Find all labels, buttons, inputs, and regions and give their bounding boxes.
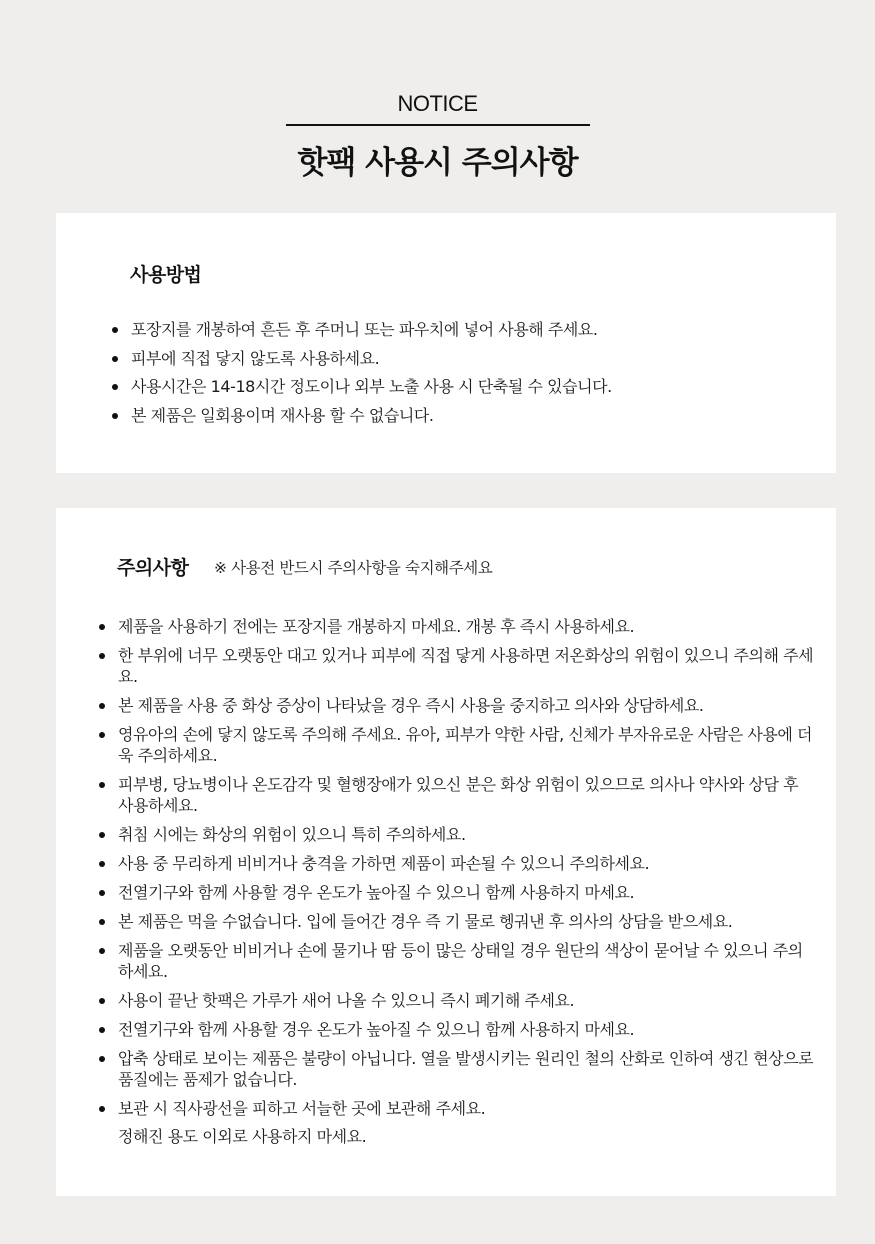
caution-item [97, 645, 817, 687]
notice-label: NOTICE [397, 91, 478, 116]
bullet-icon [99, 1027, 105, 1033]
caution-item [97, 616, 817, 637]
usage-item [110, 348, 810, 369]
usage-section-title: 사용방법 [130, 264, 202, 286]
caution-item-text: 제품을 오랫동안 비비거나 손에 물기나 땀 등이 많은 상태일 경우 원단의 색상이 묻어날 수 있으니 주의하세요. [118, 941, 803, 981]
caution-tail-text: 정해진 용도 이외로 사용하지 마세요. [118, 1127, 367, 1146]
bullet-icon [99, 948, 105, 954]
bullet-icon [99, 1106, 105, 1112]
usage-item-text: 피부에 직접 닿지 않도록 사용하세요. [131, 348, 380, 368]
usage-list [110, 319, 810, 433]
caution-item-text: 한 부위에 너무 오랫동안 대고 있거나 피부에 직접 닿게 사용하면 저온화상의 위험이 있으니 주의해 주세요. [118, 646, 814, 686]
caution-item [97, 724, 817, 766]
caution-item-text: 보관 시 직사광선을 피하고 서늘한 곳에 보관해 주세요. [118, 1099, 486, 1118]
caution-item-text: 제품을 사용하기 전에는 포장지를 개봉하지 마세요. 개봉 후 즉시 사용하세요. [118, 617, 635, 636]
caution-item-text: 사용이 끝난 핫팩은 가루가 새어 나올 수 있으니 즉시 폐기해 주세요. [118, 991, 575, 1010]
bullet-icon [99, 832, 105, 838]
bullet-icon [112, 356, 118, 362]
bullet-icon [112, 327, 118, 333]
usage-item [110, 405, 810, 426]
caution-item [97, 940, 817, 982]
caution-item-text: 전열기구와 함께 사용할 경우 온도가 높아질 수 있으니 함께 사용하지 마세요. [118, 883, 635, 902]
caution-item [97, 1019, 817, 1040]
caution-item-text: 취침 시에는 화상의 위험이 있으니 특히 주의하세요. [118, 825, 466, 844]
caution-item-text: 영유아의 손에 닿지 않도록 주의해 주세요. 유아, 피부가 약한 사람, 신체가 부자유로운 사람은 사용에 더욱 주의하세요. [118, 725, 813, 765]
caution-item [97, 882, 817, 903]
caution-item [97, 911, 817, 932]
bullet-icon [99, 732, 105, 738]
bullet-icon [99, 703, 105, 709]
caution-item-text: 전열기구와 함께 사용할 경우 온도가 높아질 수 있으니 함께 사용하지 마세요. [118, 1020, 635, 1039]
usage-item-text: 포장지를 개봉하여 흔든 후 주머니 또는 파우치에 넣어 사용해 주세요. [131, 320, 598, 339]
bullet-icon [99, 1056, 105, 1062]
bullet-icon [99, 624, 105, 630]
caution-item [97, 695, 817, 716]
caution-item-text: 압축 상태로 보이는 제품은 불량이 아닙니다. 열을 발생시키는 원리인 철의 산화로 인하여 생긴 현상으로 품질에는 품제가 없습니다. [118, 1049, 814, 1089]
caution-note: ※ 사용전 반드시 주의사항을 숙지해주세요 [214, 559, 493, 577]
caution-item-text: 본 제품은 먹을 수없습니다. 입에 들어간 경우 즉 기 물로 헹궈낸 후 의사의 상담을 받으세요. [118, 912, 733, 931]
page-title: 핫팩 사용시 주의사항 [297, 145, 578, 181]
bullet-icon [99, 890, 105, 896]
bullet-icon [99, 653, 105, 659]
bullet-icon [99, 782, 105, 788]
caution-item [97, 1098, 817, 1119]
usage-item-text: 사용시간은 14-18시간 정도이나 외부 노출 사용 시 단축될 수 있습니다. [131, 377, 612, 396]
usage-item-text: 본 제품은 일회용이며 재사용 할 수 없습니다. [131, 405, 434, 425]
bullet-icon [99, 861, 105, 867]
header-divider [286, 124, 590, 126]
usage-card [56, 213, 836, 473]
bullet-icon [99, 919, 105, 925]
caution-section-title: 주의사항 [117, 557, 189, 579]
caution-item [97, 853, 817, 874]
caution-item-text: 사용 중 무리하게 비비거나 충격을 가하면 제품이 파손될 수 있으니 주의하세요. [118, 854, 650, 873]
usage-item [110, 376, 810, 397]
caution-item [97, 774, 817, 816]
caution-item-text: 본 제품을 사용 중 화상 증상이 나타났을 경우 즉시 사용을 중지하고 의사와 상담하세요. [118, 696, 704, 715]
usage-item [110, 319, 810, 340]
bullet-icon [99, 998, 105, 1004]
caution-item [97, 824, 817, 845]
bullet-icon [112, 384, 118, 390]
caution-list [97, 616, 817, 1127]
bullet-icon [112, 413, 118, 419]
caution-card [56, 508, 836, 1196]
caution-item [97, 990, 817, 1011]
caution-item-text: 피부병, 당뇨병이나 온도감각 및 혈행장애가 있으신 분은 화상 위험이 있으므로 의사나 약사와 상담 후 사용하세요. [118, 775, 799, 815]
caution-item [97, 1048, 817, 1090]
